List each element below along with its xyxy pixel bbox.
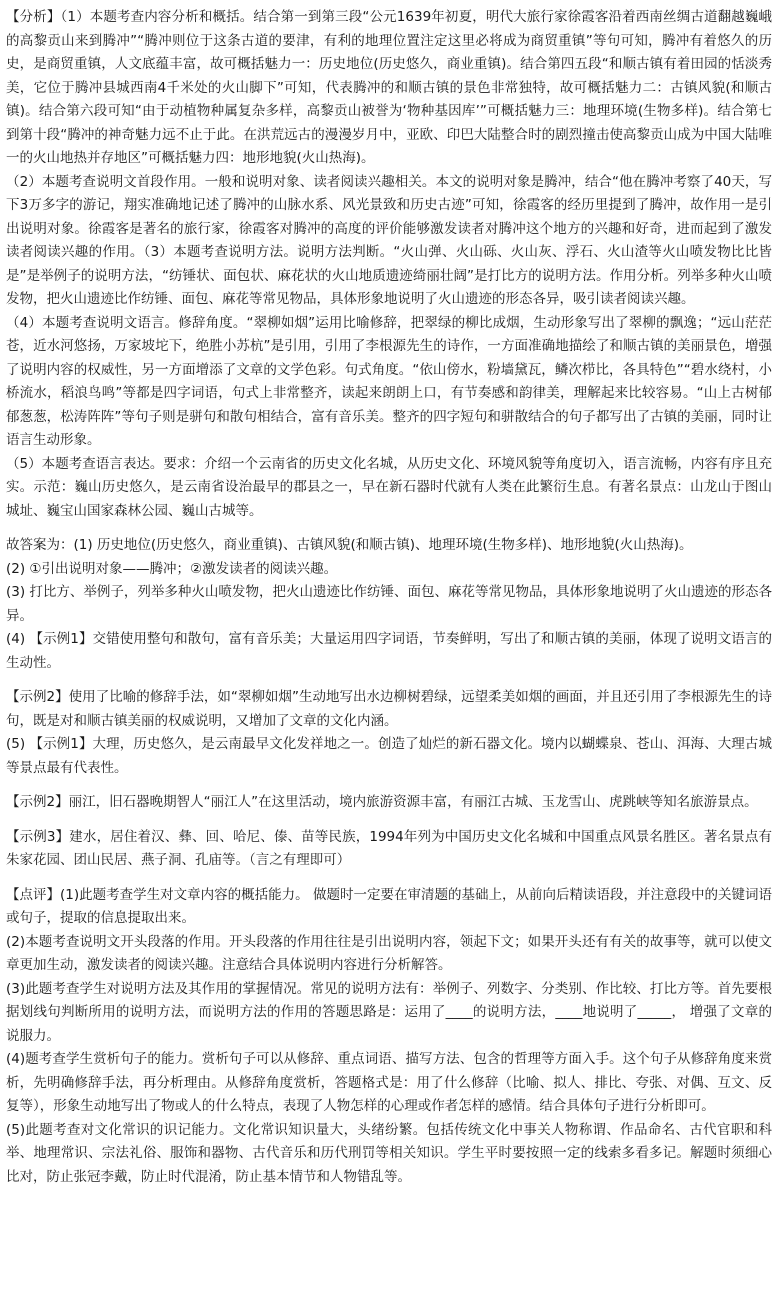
answer-q2: (2) ①引出说明对象——腾冲；②激发读者的阅读兴趣。 bbox=[6, 560, 338, 577]
spacer bbox=[6, 873, 772, 884]
spacer bbox=[6, 523, 772, 534]
spacer bbox=[6, 815, 772, 826]
answer-section bbox=[6, 534, 772, 873]
answer-q5-example-3: 【示例3】建水，居住着汉、彝、回、哈尼、傣、苗等民族，1994年列为中国历史文化名城和中国重点风景名胜区。著名景点有朱家花园、团山民居、燕子洞、孔庙等。（言之有理即可） bbox=[6, 828, 772, 868]
comment-q2: (2)本题考查说明文开头段落的作用。开头段落的作用往往是引出说明内容，领起下文；如果开头还有有关的故事等，就可以使文章更加生动，激发读者的阅读兴趣。注意结合具体说明内容进行分析解答。 bbox=[6, 933, 772, 973]
analysis-q1: 【分析】（1）本题考查内容分析和概括。结合第一到第三段“公元1639年初夏，明代大旅行家徐霞客沿着西南丝绸古道翻越巍峨的高黎贡山来到腾冲”“腾冲则位于这条古道的要津，有利的地理位置注定这里必将成为商贸重镇”等句可知，腾冲有着悠久的历史，是商贸重镇，人文底蕴丰富，故可概括魅力一：历史地位(历史悠久，商业重镇)。结合第四五段“和顺古镇有着田园的恬淡秀美，它位于腾冲县城西南4千米处的火山脚下”可知，代表腾冲的和顺古镇的景色非常独特，故可概括魅力二：古镇风貌(和顺古镇)。结合第六段可知“由于动植物种属复杂多样，高黎贡山被誉为‘物种基因库’”可概括魅力三：地理环境(生物多样)。结合第七到第十段“腾冲的神奇魅力远不止于此。在洪荒远古的漫漫岁月中，亚欧、印巴大陆整合时的剧烈撞击使高黎贡山成为中国大陆唯一的火山地热并存地区”可概括魅力四：地形地貌(火山热海)。 bbox=[6, 9, 772, 166]
answer-q1: 故答案为：(1) 历史地位(历史悠久，商业重镇)、古镇风貌(和顺古镇)、地理环境(生物多样)、地形地貌(火山热海)。 bbox=[6, 537, 693, 553]
analysis-q4: （4）本题考查说明文语言。修辞角度。“翠柳如烟”运用比喻修辞，把翠绿的柳比成烟，生动形象写出了翠柳的飘逸；“远山茫茫苍，近水河悠扬，万家坡坨下，绝胜小苏杭”是引用，引用了李根源先生的诗作，一方面准确地描绘了和顺古镇的美丽景色，增强了说明内容的权威性，另一方面增添了文章的文学色彩。句式角度。“依山傍水，粉墙黛瓦，鳞次栉比，各具特色”“碧水绕村，小桥流水，稻浪鸟鸣”等都是四字词语，句式上非常整齐，读起来朗朗上口，有节奏感和韵律美，理解起来比较容易。“山上古树郁郁葱葱，松涛阵阵”等句子则是骈句和散句相结合，富有音乐美。整齐的四字短句和骈散结合的句子都写出了古镇的美丽，同时让语言生动形象。 bbox=[6, 314, 772, 448]
analysis-q5: （5）本题考查语言表达。要求：介绍一个云南省的历史文化名城，从历史文化、环境风貌等角度切入，语言流畅，内容有序且充实。示范：巍山历史悠久，是云南省设治最早的郡县之一，早在新石器时代就有人类在此繁衍生息。有著名景点：山龙山于图山城址、巍宝山国家森林公园、巍山古城等。 bbox=[6, 455, 772, 519]
comment-section bbox=[6, 884, 772, 1190]
comment-q4: (4)题考查学生赏析句子的能力。赏析句子可以从修辞、重点词语、描写方法、包含的哲理等方面入手。这个句子从修辞角度来赏析，先明确修辞手法，再分析理由。从修辞角度赏析，答题格式是：用了什么修辞（比喻、拟人、排比、夸张、对偶、互文、反复等），形象生动地写出了物或人的什么特点，表现了人物怎样的心理或作者怎样的感情。结合具体句子进行分析即可。 bbox=[6, 1051, 772, 1114]
answer-q3: (3) 打比方、举例子，列举多种火山喷发物，把火山遗迹比作纺锤、面包、麻花等常见物品，具体形象地说明了火山遗迹的形态各异。 bbox=[6, 584, 772, 624]
analysis-section bbox=[6, 6, 772, 523]
answer-q5-example-1: (5) 【示例1】大理，历史悠久，是云南最早文化发祥地之一。创造了灿烂的新石器文化。境内以蝴蝶泉、苍山、洱海、大理古城等景点最有代表性。 bbox=[6, 736, 772, 776]
analysis-q2-q3: （2）本题考查说明文首段作用。一般和说明对象、读者阅读兴趣相关。本文的说明对象是腾冲，结合“他在腾冲考察了40天，写下3万多字的游记，翔实准确地记述了腾冲的山脉水系、风光景致和历史古迹”可知，徐霞客的经历里提到了腾冲，故作用一是引出说明对象。徐霞客是著名的旅行家，徐霞客对腾冲的高度的评价能够激发读者对腾冲这个地方的兴趣和好奇，进而起到了激发读者阅读兴趣的作用。（3）本题考查说明方法。说明方法判断。“火山弹、火山砾、火山灰、浮石、火山渣等火山喷发物比比皆是”是举例子的说明方法，“纺锤状、面包状、麻花状的火山地质遗迹绮丽壮阔”是打比方的说明方法。作用分析。列举多种火山喷发物，把火山遗迹比作纺锤、面包、麻花等常见物品，具体形象地说明了火山遗迹的形态各异，吸引读者阅读兴趣。 bbox=[6, 173, 772, 307]
comment-q1: 【点评】(1)此题考查学生对文章内容的概括能力。 做题时一定要在审清题的基础上，从前向后精读语段，并注意段中的关键词语或句子，提取的信息提取出来。 bbox=[6, 886, 772, 926]
answer-q5-example-2: 【示例2】丽江，旧石器晚期智人“丽江人”在这里活动，境内旅游资源丰富，有丽江古城、玉龙雪山、虎跳峡等知名旅游景点。 bbox=[6, 794, 758, 810]
spacer bbox=[6, 780, 772, 791]
answer-q4-example-2: 【示例2】使用了比喻的修辞手法，如“翠柳如烟”生动地写出水边柳树碧绿，远望柔美如烟的画面，并且还引用了李根源先生的诗句，既是对和顺古镇美丽的权威说明，又增加了文章的文化内涵。 bbox=[6, 689, 772, 729]
comment-q3: (3)此题考查学生对说明方法及其作用的掌握情况。常见的说明方法有：举例子、列数字、分类别、作比较、打比方等。首先要根据划线句判断所用的说明方法，而说明方法的作用的答题思路是：运用了____的说明方法，____地说明了_____， 增强了文章的说服力。 bbox=[6, 980, 772, 1044]
comment-q5: (5)此题考查对文化常识的识记能力。文化常识知识量大，头绪纷繁。包括传统文化中事关人物称谓、作品命名、古代官职和科举、地理常识、宗法礼俗、服饰和器物、古代音乐和历代刑罚等相关知识。学生平时要按照一定的线索多看多记。解题时须细心比对，防止张冠李戴，防止时代混淆，防止基本情节和人物错乱等。 bbox=[6, 1121, 772, 1185]
spacer bbox=[6, 675, 772, 686]
answer-q4-example-1: (4) 【示例1】交错使用整句和散句，富有音乐美；大量运用四字词语，节奏鲜明，写出了和顺古镇的美丽，体现了说明文语言的生动性。 bbox=[6, 631, 772, 671]
